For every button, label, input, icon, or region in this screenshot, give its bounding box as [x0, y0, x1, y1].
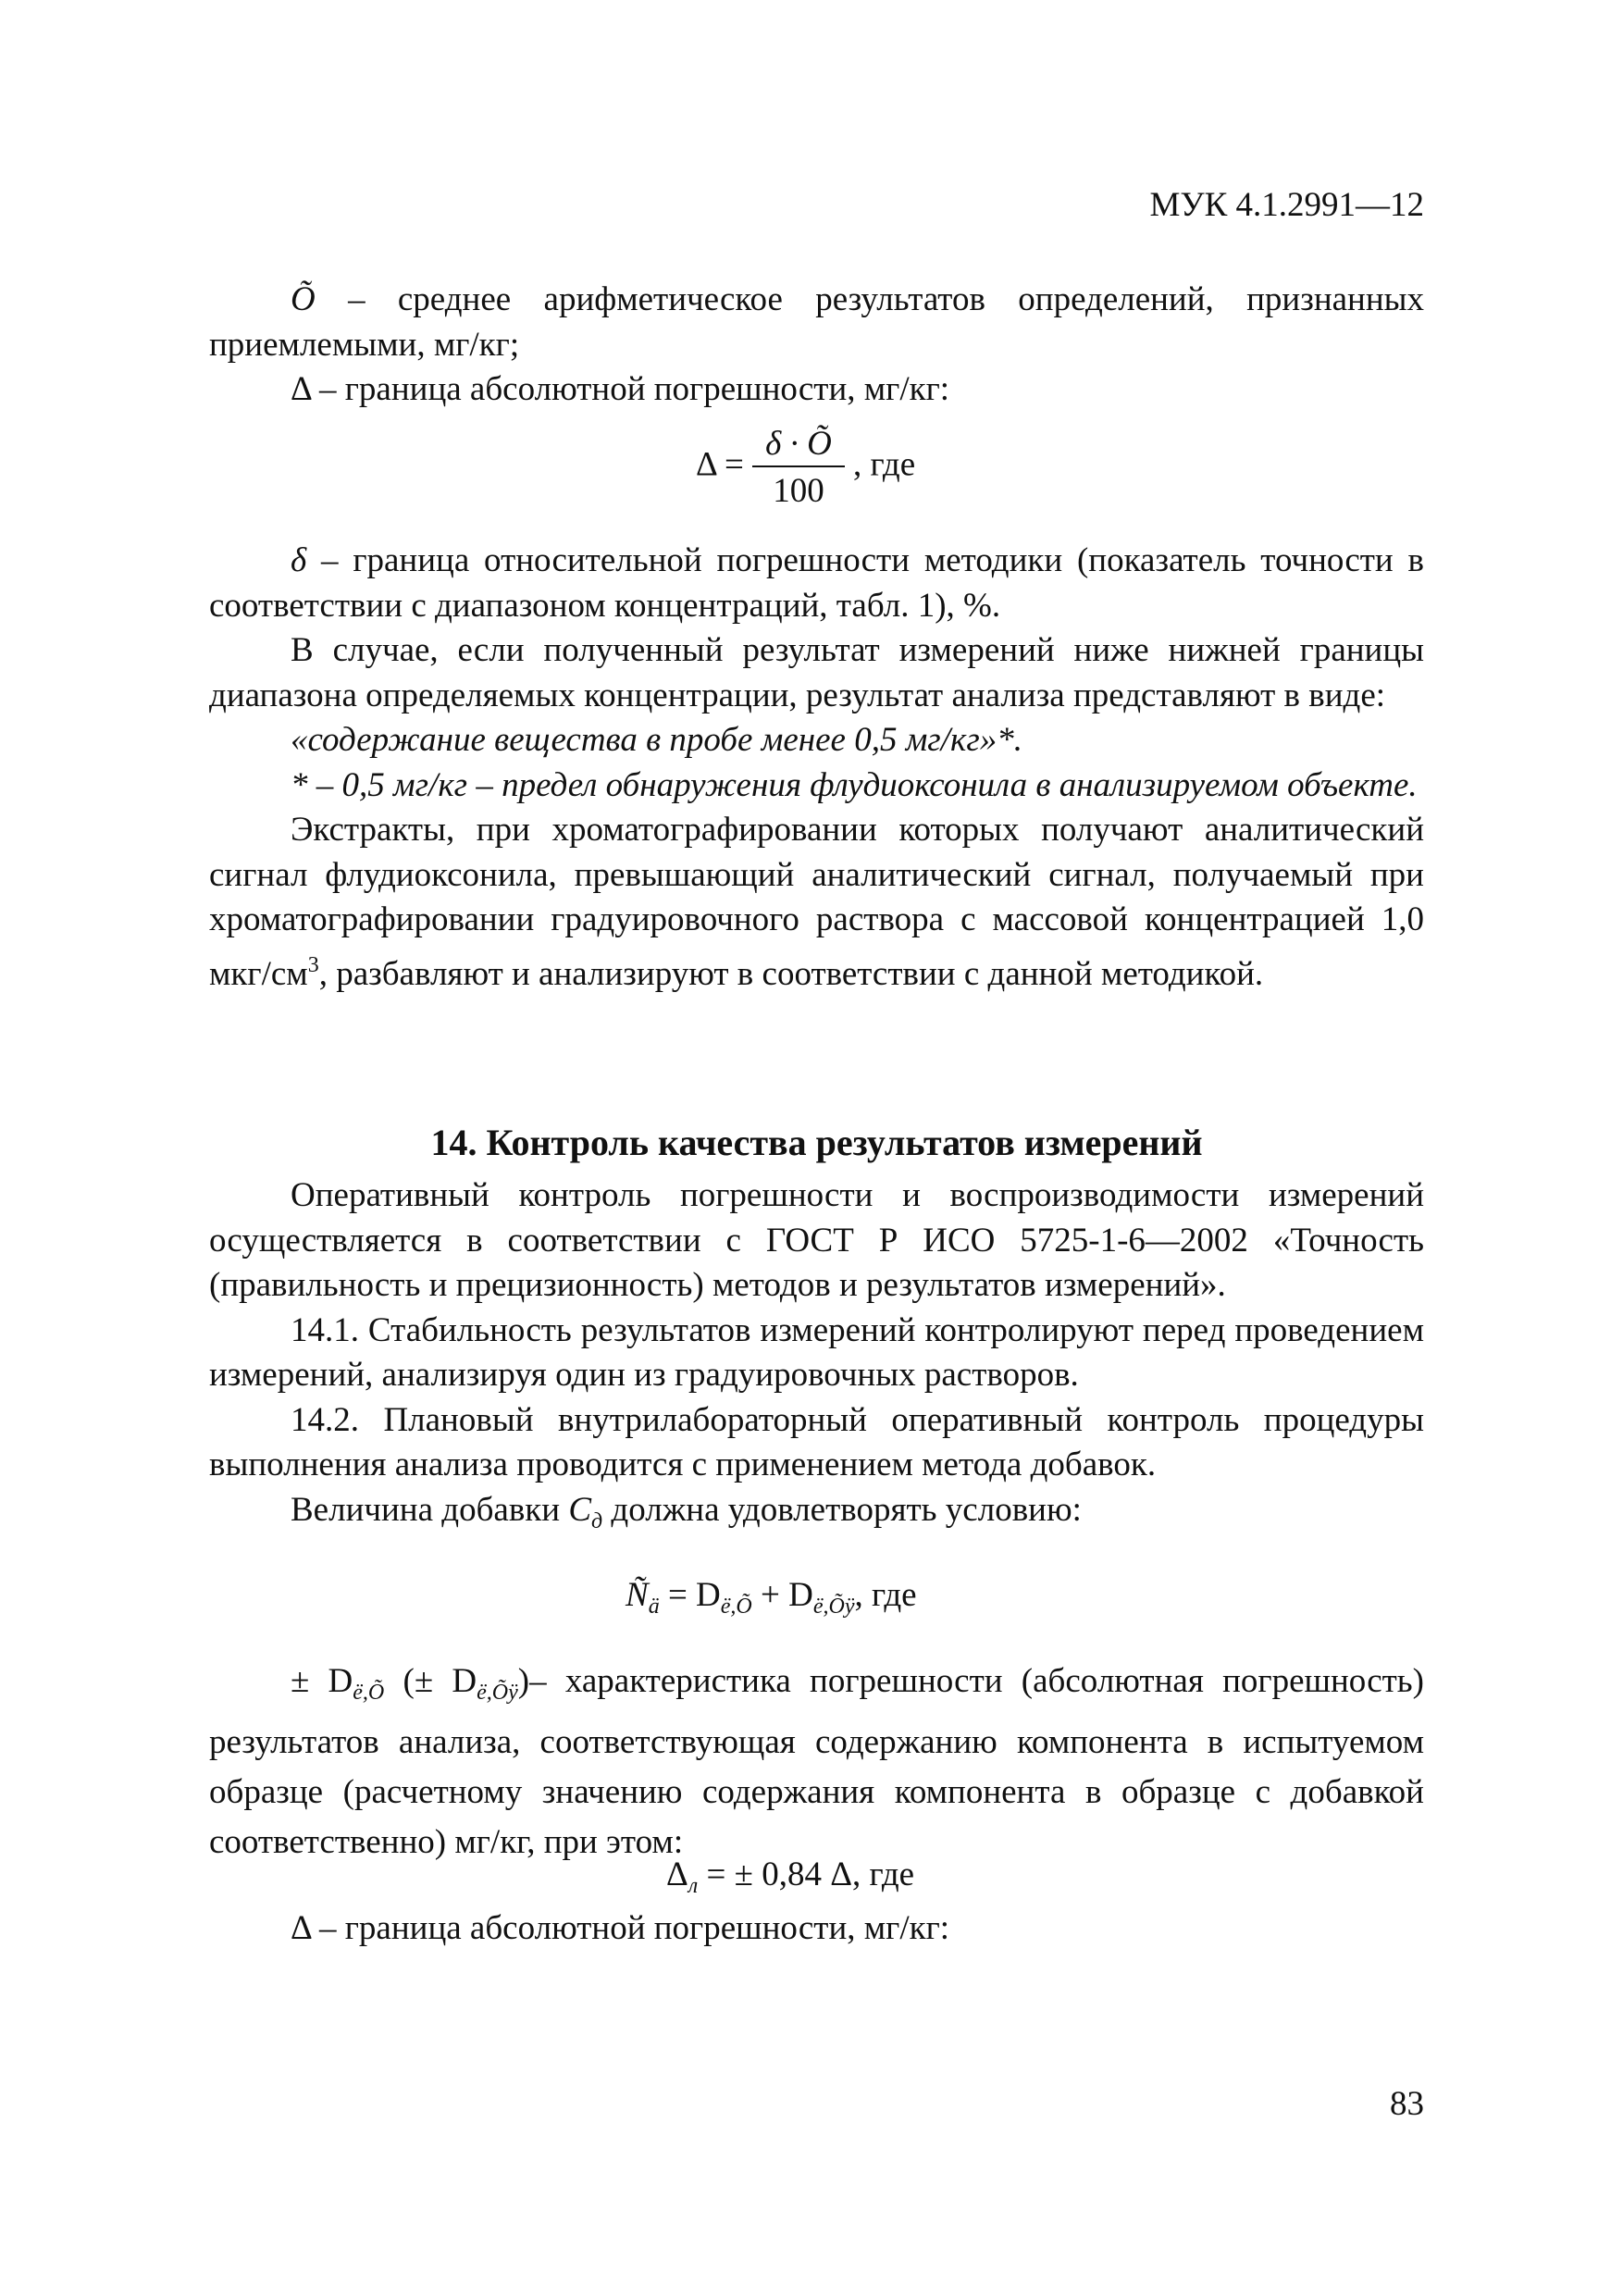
additive-text-a: Величина добавки [291, 1490, 569, 1529]
mean-definition-text: – среднее арифметическое результатов определений, признанных приемлемыми, мг/кг; [209, 280, 1425, 364]
result-quote: «содержание вещества в пробе менее 0,5 мг/кг»*. [291, 721, 1023, 759]
intro-block [209, 278, 1424, 413]
formula1-suffix: , где [853, 445, 916, 484]
formula1-fraction [752, 424, 845, 511]
formula1-denominator: 100 [773, 472, 824, 510]
char-a: ± D [291, 1662, 353, 1700]
formula2-plus: + D [751, 1576, 813, 1614]
extracts-text-b: , разбавляют и анализируют в соответствии с данной методикой. [318, 954, 1264, 993]
formula-absolute-error [696, 424, 915, 511]
final-delta-definition: Δ – граница абсолютной погрешности, мг/кг: [291, 1909, 950, 1947]
section-14-p1: Оперативный контроль погрешности и воспроизводимости измерений осуществляется в соответствии с ГОСТ Р ИСО 5725-1-6—2002 «Точность (правильность и прецизионность) методов и результатов измерений». [209, 1176, 1424, 1304]
char-c: )– характеристика погрешности (абсолютная погрешность) результатов анализа, соответствующая содержанию компонента в испытуемом образце (расчетному значению содержания компонента в образце с добавкой соответственно) мг/кг, при этом: [209, 1662, 1424, 1861]
char-b: (± D [384, 1662, 477, 1700]
section-14-body [209, 1173, 1424, 1544]
page-number: 83 [1390, 2085, 1424, 2123]
formula3-sub: л [688, 1874, 699, 1898]
additive-condition [209, 1488, 1424, 1545]
formula1-lhs: Δ = [696, 445, 744, 484]
formula2-sub2: ë,Õÿ [812, 1595, 855, 1619]
formula2-sub1: ë,Õ [720, 1595, 752, 1619]
section-14-1: 14.1. Стабильность результатов измерений контролируют перед проведением измерений, анализируя один из градуировочных растворов. [209, 1310, 1424, 1394]
relative-error-definition [209, 539, 1424, 628]
extracts-superscript: 3 [307, 952, 319, 977]
formula-additive [626, 1575, 917, 1620]
extracts-paragraph [209, 808, 1424, 997]
section-14-2: 14.2. Плановый внутрилабораторный оперативный контроль процедуры выполнения анализа проводится с применением метода добавок. [209, 1400, 1424, 1483]
extracts-text-a: Экстракты, при хроматографировании которых получают аналитический сигнал флудиоксонила, превышающий аналитический сигнал, получаемый при хроматографировании градуировочного раствора с массовой концентрацией 1,0 мкг/см [209, 811, 1424, 993]
formula2-lhs-sub: ä [648, 1595, 660, 1619]
formula2-eq: = D [659, 1576, 721, 1614]
formula3-rest: = ± 0,84 Δ, где [698, 1855, 915, 1893]
body-block [209, 539, 1424, 997]
formula1-numerator: δ · Õ [752, 424, 845, 467]
below-range-paragraph: В случае, если полученный результат измерений ниже нижней границы диапазона определяемых концентрации, результат анализа представляют в виде: [209, 631, 1424, 714]
additive-sub: д [591, 1508, 603, 1533]
formula-lab-error [666, 1855, 914, 1899]
formula2-tail: , где [854, 1576, 917, 1614]
delta-definition: Δ – граница абсолютной погрешности, мг/кг: [291, 370, 950, 408]
error-characteristic [209, 1657, 1424, 1868]
delta-rel-symbol: δ [291, 541, 307, 579]
detection-limit-footnote: * – 0,5 мг/кг – предел обнаружения флудиоксонила в анализируемом объекте. [291, 765, 1418, 804]
section-14-heading: 14. Контроль качества результатов измерений [430, 1122, 1203, 1163]
relative-error-text: – граница относительной погрешности методики (показатель точности в соответствии с диапазоном концентраций, табл. 1), %. [209, 541, 1424, 625]
formula2-lhs: Ñ [626, 1576, 649, 1614]
error-characteristic-block [209, 1657, 1424, 1868]
mean-definition [209, 278, 1424, 367]
formula3-delta: Δ [666, 1855, 688, 1893]
additive-var: C [568, 1490, 592, 1529]
char-sub1: ë,Õ [353, 1681, 385, 1705]
document-code: МУК 4.1.2991—12 [1149, 186, 1424, 224]
mean-symbol: Õ [291, 280, 316, 318]
char-sub2: ë,Õÿ [477, 1681, 518, 1705]
additive-text-b: должна удовлетворять условию: [602, 1490, 1082, 1529]
final-block [209, 1906, 1424, 1952]
